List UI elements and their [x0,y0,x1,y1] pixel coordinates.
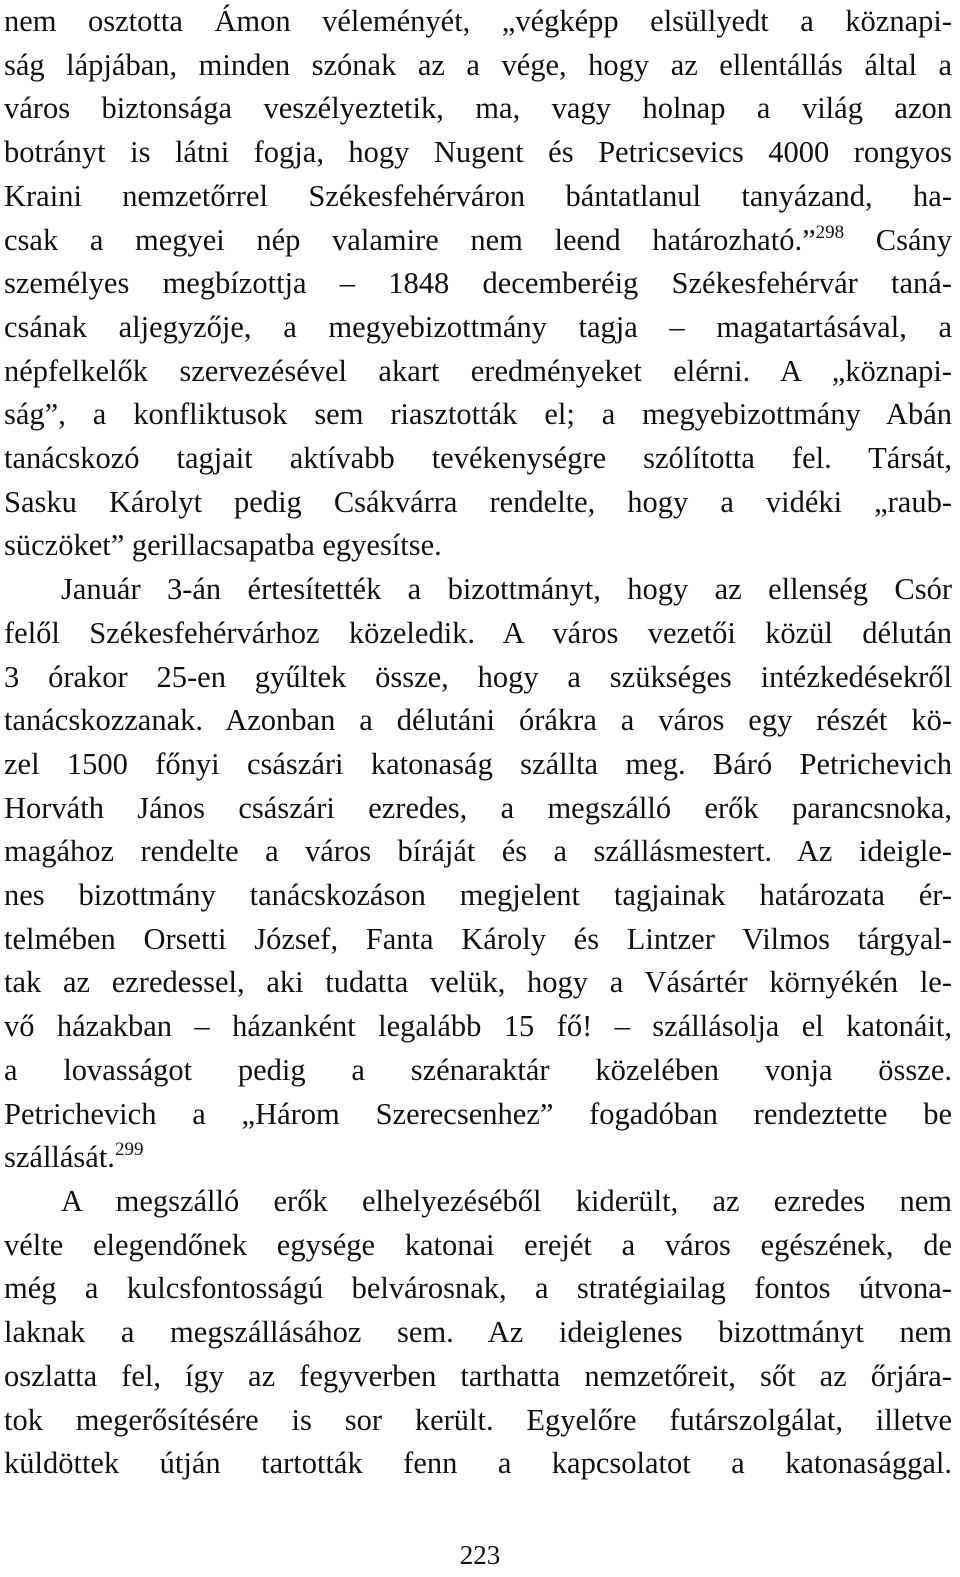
text-line: tok megerősítésére is sor került. Egyelőre futárszolgálat, illetve [4,1402,952,1437]
text-line: még a kulcsfontosságú belvárosnak, a stratégiailag fontos útvona- [4,1271,952,1306]
document-page [4,0,952,1486]
text-line: Január 3-án értesítették a bizottmányt, hogy az ellenség Csór [61,572,952,607]
text-line: ság lápjában, minden szónak az a vége, hogy az ellentállás által a [4,47,952,82]
text-line: tanácskozó tagjait aktívabb tevékenységre szólította fel. Társát, [4,441,952,476]
text-line: botrányt is látni fogja, hogy Nugent és Petricsevics 4000 rongyos [4,135,952,170]
text-line: küldöttek útján tartották fenn a kapcsolatot a katonasággal. [4,1446,952,1481]
text-line: csának aljegyzője, a megyebizottmány tagja – magatartásával, a [4,309,952,344]
footnote-reference: 298 [815,221,845,243]
text-line: 3 órakor 25-en gyűltek össze, hogy a szükséges intézkedésekről [4,659,952,694]
text-line: Petrichevich a „Három Szerecsenhez” fogadóban rendeztette be [4,1096,952,1131]
paragraph [4,0,952,568]
page-number: 223 [459,1540,501,1570]
text-line: tak az ezredessel, aki tudatta velük, hogy a Vásártér környékén le- [4,965,952,1000]
text-line: magához rendelte a város bíráját és a szállásmestert. Az ideigle- [4,834,952,869]
paragraph [4,568,952,1180]
text-line: személyes megbízottja – 1848 decemberéig Székesfehérvár taná- [4,266,952,301]
text-line: felől Székesfehérvárhoz közeledik. A város vezetői közül délután [4,615,952,650]
text-line: Sasku Károlyt pedig Csákvárra rendelte, hogy a vidéki „raub- [4,484,952,519]
text-line: oszlatta fel, így az fegyverben tarthatta nemzetőreit, sőt az őrjára- [4,1358,952,1393]
text-line: laknak a megszállásához sem. Az ideiglenes bizottmányt nem [4,1315,952,1350]
text-line: szállását.$^{299}$ [4,1139,144,1175]
text-line: Kraini nemzetőrrel Székesfehérváron bántatlanul tanyázand, ha- [4,178,952,213]
text-line: nes bizottmány tanácskozáson megjelent tagjainak határozata ér- [4,878,952,913]
text-line: tanácskozzanak. Azonban a délutáni órákra a város egy részét kö- [4,703,952,738]
text-line: A megszálló erők elhelyezéséből kiderült, az ezredes nem [61,1183,952,1218]
text-line: ság”, a konfliktusok sem riasztották el; a megyebizottmány Abán [4,397,952,432]
text-line: süczöket” gerillacsapatba egyesítse. [4,528,442,563]
text-line: vő házakban – házanként legalább 15 fő! – szállásolja el katonáit, [4,1009,952,1044]
text-line: nem osztotta Ámon véleményét, „végképp elsüllyedt a köznapi- [4,4,952,38]
text-line: Horváth János császári ezredes, a megszálló erők parancsnoka, [4,790,952,825]
text-line: a lovasságot pedig a szénaraktár közelében vonja össze. [4,1052,952,1087]
footnote-reference: 299 [114,1139,144,1161]
text-line: népfelkelők szervezésével akart eredményeket elérni. A „köznapi- [4,353,952,388]
text-line: telmében Orsetti József, Fanta Károly és Lintzer Vilmos tárgyal- [4,921,952,956]
text-line: csak a megyei nép valamire nem leend határozható.”$^{298}$ Csány [4,221,953,257]
text-line: zel 1500 főnyi császári katonaság szállta meg. Báró Petrichevich [4,746,952,781]
text-line: vélte elegendőnek egysége katonai erejét a város egészének, de [4,1227,952,1262]
paragraph [4,1180,952,1486]
text-line: város biztonsága veszélyeztetik, ma, vagy holnap a világ azon [4,91,952,126]
